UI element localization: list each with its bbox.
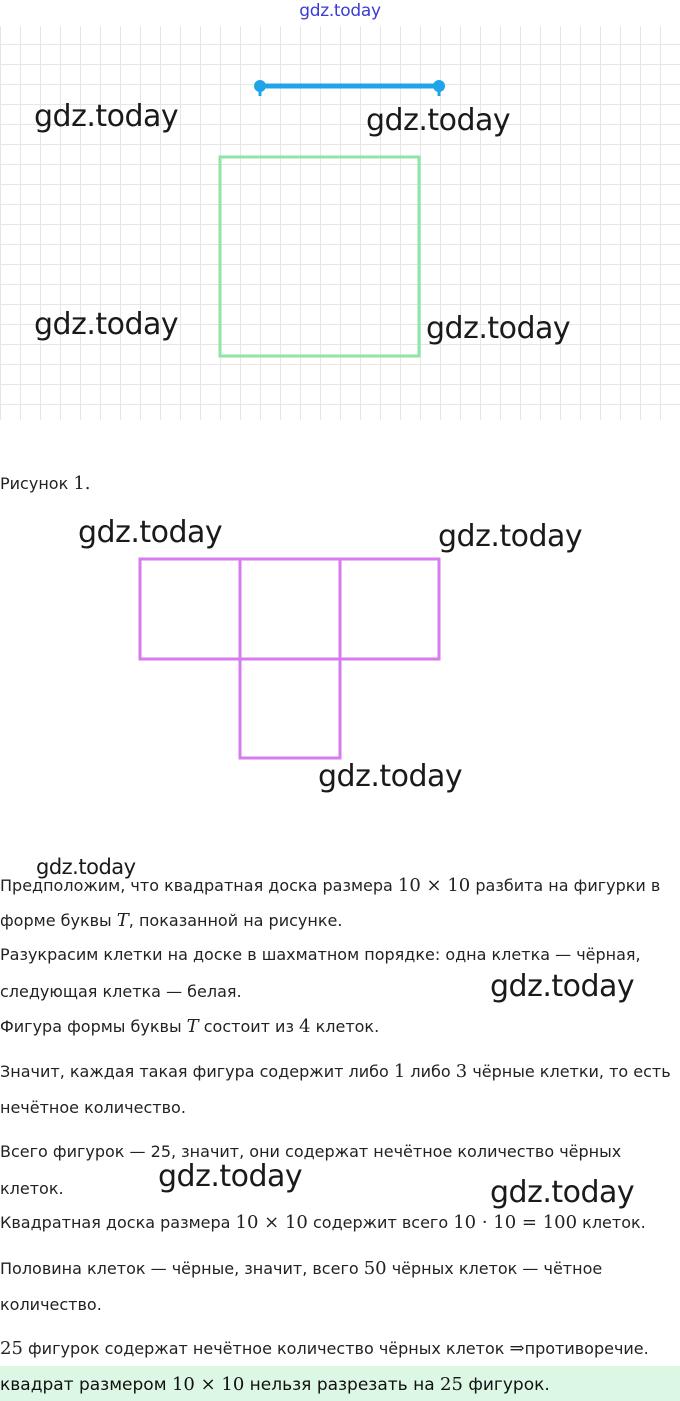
t-cell [340, 559, 439, 659]
watermark: gdz.today [490, 1175, 635, 1210]
paragraph: Всего фигурок — 25, значит, они содержат нечётное количество чёрных [0, 1142, 622, 1161]
watermark: gdz.today [36, 855, 136, 879]
watermark: gdz.today [158, 1159, 303, 1194]
paragraph: Половина клеток — чёрные, значит, всего 50 чёрных клеток — чётное [0, 1258, 603, 1279]
paragraph: форме буквы T, показанной на рисунке. [0, 910, 343, 931]
paragraph: Разукрасим клетки на доске в шахматном порядке: одна клетка — чёрная, [0, 945, 641, 964]
watermark: gdz.today [426, 311, 571, 346]
t-cell [240, 559, 340, 659]
paragraph: следующая клетка — белая. [0, 982, 242, 1001]
t-shape-figure [0, 540, 680, 770]
figure-caption: Рисунок 1. [0, 473, 91, 494]
green-square [220, 157, 419, 356]
watermark: gdz.today [34, 307, 179, 342]
watermark: gdz.today [318, 759, 463, 794]
paragraph: Предположим, что квадратная доска размера 10 × 10 разбита на фигурки в [0, 875, 661, 896]
paragraph: клеток. [0, 1179, 64, 1198]
t-cell [140, 559, 240, 659]
paragraph: 25 фигурок содержат нечётное количество чёрных клеток ⇒противоречие. [0, 1338, 649, 1359]
paragraph: Квадратная доска размера 10 × 10 содержит всего 10 · 10 = 100 клеток. [0, 1212, 646, 1233]
paragraph: нечётное количество. [0, 1098, 186, 1117]
site-header-logo[interactable]: gdz.today [299, 1, 381, 21]
watermark: gdz.today [438, 519, 583, 554]
t-cell [240, 659, 340, 758]
watermark: gdz.today [366, 103, 511, 138]
paragraph: Значит, каждая такая фигура содержит либо 1 либо 3 чёрные клетки, то есть [0, 1061, 671, 1082]
figure-square-drawing [0, 0, 680, 420]
watermark: gdz.today [490, 969, 635, 1004]
watermark: gdz.today [78, 515, 223, 550]
paragraph: количество. [0, 1295, 102, 1314]
answer-text: квадрат размером 10 × 10 нельзя разрезать на 25 фигурок. [0, 1374, 550, 1395]
paragraph: Фигура формы буквы T состоит из 4 клеток. [0, 1016, 380, 1037]
watermark: gdz.today [34, 99, 179, 134]
